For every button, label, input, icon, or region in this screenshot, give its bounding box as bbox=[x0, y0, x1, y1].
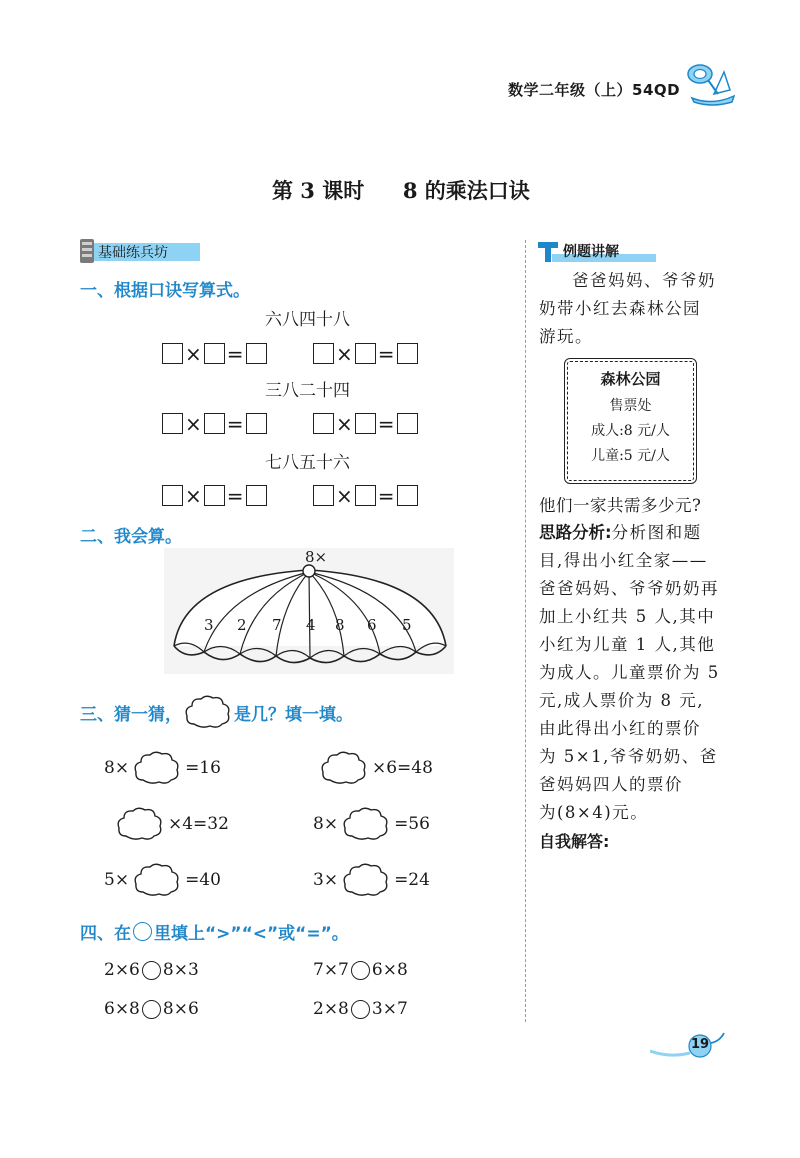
eq-left: 8× bbox=[104, 758, 130, 778]
q4-item bbox=[104, 999, 199, 1019]
section-banner bbox=[78, 238, 202, 264]
q3-heading-after: 是几？填一填。 bbox=[234, 704, 353, 725]
q3-equation bbox=[104, 862, 221, 898]
question-text: 他们一家共需多少元? bbox=[539, 496, 702, 515]
lesson-number: 第 3 课时 bbox=[272, 178, 365, 203]
umbrella-number: 6 bbox=[367, 616, 377, 634]
analysis-line: 爸妈妈四人的票价 bbox=[539, 775, 683, 794]
umbrella-number: 4 bbox=[306, 616, 316, 634]
q3-equation bbox=[104, 750, 221, 786]
problem-line: 爸爸妈妈、爷爷奶 bbox=[572, 271, 716, 290]
cmp-left: 6×8 bbox=[104, 999, 140, 1019]
problem-text bbox=[539, 267, 729, 351]
answer-box[interactable] bbox=[204, 343, 225, 364]
answer-box[interactable] bbox=[313, 485, 334, 506]
q4-heading-after: 里填上“>”“<”或“=”。 bbox=[154, 924, 349, 944]
q3-equation bbox=[112, 806, 229, 842]
cmp-right: 6×8 bbox=[371, 960, 408, 980]
header-book: 数学二年级（上）54QD bbox=[508, 81, 681, 99]
page-number-badge bbox=[650, 1031, 730, 1061]
eq-right: =40 bbox=[185, 870, 221, 890]
ticket-sign bbox=[567, 361, 694, 481]
analysis-block bbox=[539, 519, 729, 827]
sign-title: 森林公园 bbox=[600, 370, 661, 388]
analysis-line: 为(8×4)元。 bbox=[539, 803, 649, 822]
eq-right: =24 bbox=[394, 870, 430, 890]
q3-equation bbox=[316, 750, 433, 786]
eq-left: 8× bbox=[313, 814, 339, 834]
cmp-right: 8×6 bbox=[162, 999, 199, 1019]
answer-box[interactable] bbox=[246, 413, 267, 434]
cloud-icon[interactable] bbox=[342, 806, 390, 842]
umbrella-number: 8 bbox=[335, 616, 345, 634]
eq-right: =16 bbox=[185, 758, 221, 778]
q3-equation bbox=[313, 806, 430, 842]
answer-box[interactable] bbox=[162, 413, 183, 434]
answer-box[interactable] bbox=[246, 343, 267, 364]
compare-circle[interactable] bbox=[142, 1000, 161, 1019]
cloud-icon[interactable] bbox=[116, 806, 164, 842]
compare-circle[interactable] bbox=[351, 961, 370, 980]
analysis-label: 思路分析: bbox=[539, 523, 612, 542]
circle-icon bbox=[133, 922, 152, 941]
eq-left: 5× bbox=[104, 870, 130, 890]
analysis-line: 元,成人票价为 8 元, bbox=[539, 691, 704, 710]
eq-right: ×4=32 bbox=[168, 814, 229, 834]
q2-heading: 二、我会算。 bbox=[80, 527, 182, 547]
q3-heading-before: 三、猜一猜， bbox=[80, 704, 182, 725]
telescope-icon bbox=[684, 60, 740, 110]
cloud-icon[interactable] bbox=[320, 750, 368, 786]
cmp-left: 2×8 bbox=[313, 999, 349, 1019]
q4-heading bbox=[80, 919, 349, 944]
analysis-line: 目,得出小红全家—— bbox=[539, 551, 708, 570]
cmp-left: 7×7 bbox=[313, 960, 349, 980]
sign-subtitle: 售票处 bbox=[609, 398, 652, 414]
q4-item bbox=[313, 999, 408, 1019]
cmp-right: 8×3 bbox=[162, 960, 199, 980]
analysis-line: 加上小红共 5 人,其中 bbox=[539, 607, 716, 626]
page-number: 19 bbox=[690, 1037, 710, 1052]
column-divider bbox=[525, 240, 526, 1022]
q4-item bbox=[313, 960, 408, 980]
answer-box[interactable] bbox=[397, 413, 418, 434]
answer-box[interactable] bbox=[204, 485, 225, 506]
compare-circle[interactable] bbox=[142, 961, 161, 980]
example-banner bbox=[538, 240, 658, 264]
umbrella-number: 7 bbox=[272, 616, 282, 634]
answer-box[interactable] bbox=[246, 485, 267, 506]
analysis-line: 由此得出小红的票价 bbox=[539, 719, 701, 738]
cloud-icon bbox=[184, 694, 232, 730]
page-title bbox=[272, 175, 530, 205]
rhyme-3: 七八五十六 bbox=[265, 453, 350, 473]
rhyme-2: 三八二十四 bbox=[265, 381, 350, 401]
q1-row-1a: × = bbox=[162, 342, 267, 365]
compare-circle[interactable] bbox=[351, 1000, 370, 1019]
cloud-icon[interactable] bbox=[133, 862, 181, 898]
analysis-line: 爸爸妈妈、爷爷奶奶再 bbox=[539, 579, 719, 598]
q1-row-3b: × = bbox=[313, 484, 418, 507]
answer-box[interactable] bbox=[355, 485, 376, 506]
answer-box[interactable] bbox=[397, 343, 418, 364]
answer-box[interactable] bbox=[204, 413, 225, 434]
q1-row-3a: × = bbox=[162, 484, 267, 507]
cloud-icon[interactable] bbox=[342, 862, 390, 898]
problem-line: 奶带小红去森林公园 bbox=[539, 299, 701, 318]
answer-box[interactable] bbox=[162, 485, 183, 506]
q4-heading-before: 四、在 bbox=[80, 924, 131, 944]
example-banner-label: 例题讲解 bbox=[563, 244, 619, 260]
lesson-topic: 8 的乘法口诀 bbox=[402, 178, 530, 203]
section-banner-label: 基础练兵坊 bbox=[98, 245, 168, 261]
umbrella-figure bbox=[164, 548, 454, 674]
answer-label: 自我解答: bbox=[539, 832, 610, 851]
answer-box[interactable] bbox=[162, 343, 183, 364]
umbrella-center-label: 8× bbox=[305, 548, 328, 566]
problem-line: 游玩。 bbox=[539, 327, 593, 346]
q1-row-1b: × = bbox=[313, 342, 418, 365]
eq-right: =56 bbox=[394, 814, 430, 834]
umbrella-number: 2 bbox=[237, 616, 247, 634]
answer-box[interactable] bbox=[355, 413, 376, 434]
analysis-line: 小红为儿童 1 人,其他 bbox=[539, 635, 716, 654]
sign-child-price: 儿童:5 元/人 bbox=[591, 448, 670, 464]
analysis-line: 为 5×1,爷爷奶奶、爸 bbox=[539, 747, 718, 766]
q3-heading bbox=[80, 694, 353, 730]
cloud-icon[interactable] bbox=[133, 750, 181, 786]
q3-equation bbox=[313, 862, 430, 898]
analysis-line: 为成人。儿童票价为 5 bbox=[539, 663, 720, 682]
q1-row-2b: × = bbox=[313, 412, 418, 435]
answer-box[interactable] bbox=[397, 485, 418, 506]
eq-right: ×6=48 bbox=[372, 758, 433, 778]
rhyme-1: 六八四十八 bbox=[265, 310, 350, 330]
answer-box[interactable] bbox=[313, 343, 334, 364]
q1-heading: 一、根据口诀写算式。 bbox=[80, 281, 250, 301]
eq-left: 3× bbox=[313, 870, 339, 890]
analysis-line: 分析图和题 bbox=[611, 523, 702, 542]
umbrella-number: 5 bbox=[402, 616, 412, 634]
cmp-right: 3×7 bbox=[371, 999, 408, 1019]
answer-box[interactable] bbox=[313, 413, 334, 434]
umbrella-number: 3 bbox=[204, 616, 214, 634]
q4-item bbox=[104, 960, 199, 980]
cmp-left: 2×6 bbox=[104, 960, 140, 980]
sign-adult-price: 成人:8 元/人 bbox=[591, 423, 670, 439]
q1-row-2a: × = bbox=[162, 412, 267, 435]
answer-box[interactable] bbox=[355, 343, 376, 364]
